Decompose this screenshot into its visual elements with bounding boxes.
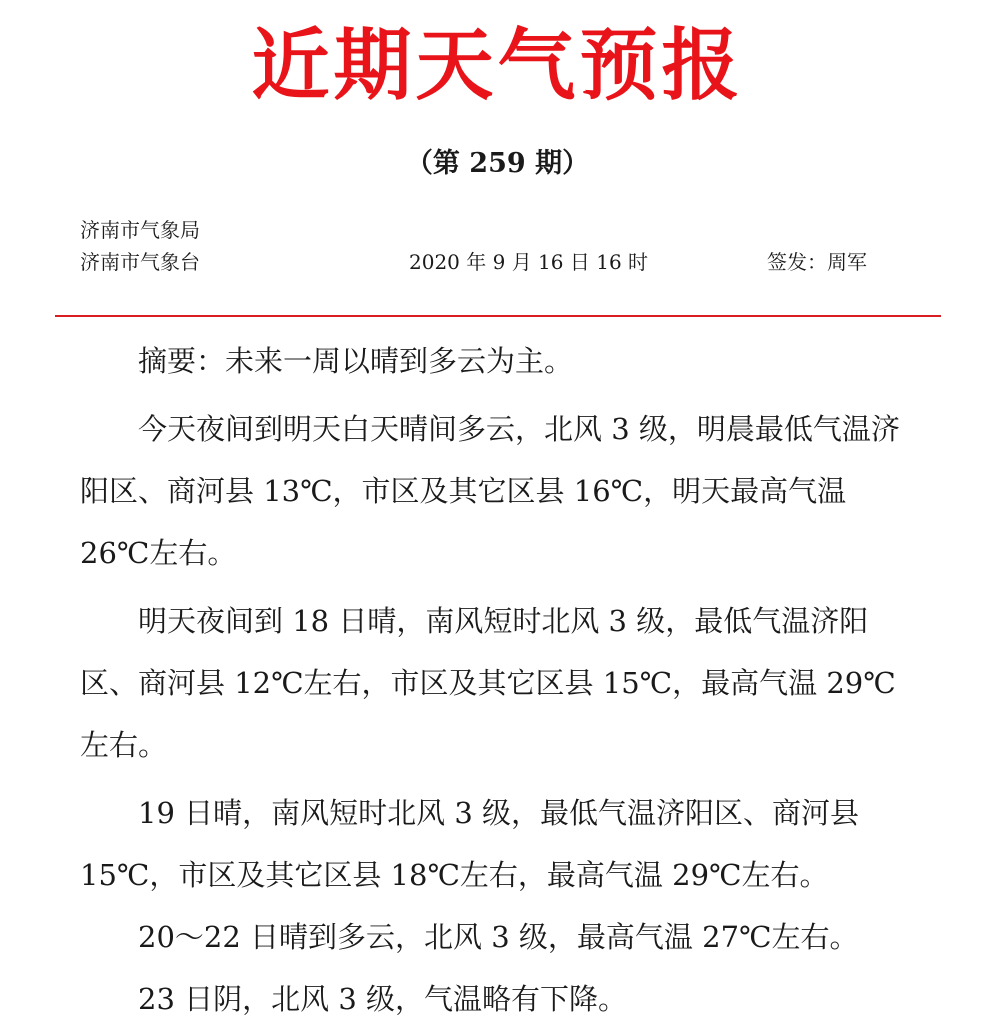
issue-datetime: 2020 年 9 月 16 日 16 时 (409, 250, 649, 274)
forecast-paragraph: 20～22 日晴到多云，北风 3 级，最高气温 27℃左右。 (138, 920, 859, 954)
document-title: 近期天气预报 (251, 21, 744, 111)
forecast-paragraph: 明天夜间到 18 日晴，南风短时北风 3 级，最低气温济阳区、商河县 12℃左右，市区及其它区县 15℃，最高气温 29℃左右。 (80, 604, 896, 762)
red-divider (55, 315, 941, 317)
forecast-body (80, 330, 905, 1030)
signer: 签发：周军 (767, 250, 867, 274)
forecast-paragraph: 今天夜间到明天白天晴间多云，北风 3 级，明晨最低气温济阳区、商河县 13℃，市区及其它区县 16℃，明天最高气温 26℃左右。 (80, 412, 900, 570)
forecast-paragraph: 19 日晴，南风短时北风 3 级，最低气温济阳区、商河县 15℃，市区及其它区县 18℃左右，最高气温 29℃左右。 (80, 796, 860, 892)
issuing-station: 济南市气象台 (80, 250, 200, 274)
issue-number: （第 259 期） (405, 148, 590, 179)
summary-paragraph: 摘要：未来一周以晴到多云为主。 (138, 344, 574, 378)
forecast-paragraph: 23 日阴，北风 3 级，气温略有下降。 (138, 982, 628, 1016)
issuing-bureau: 济南市气象局 (80, 218, 200, 242)
